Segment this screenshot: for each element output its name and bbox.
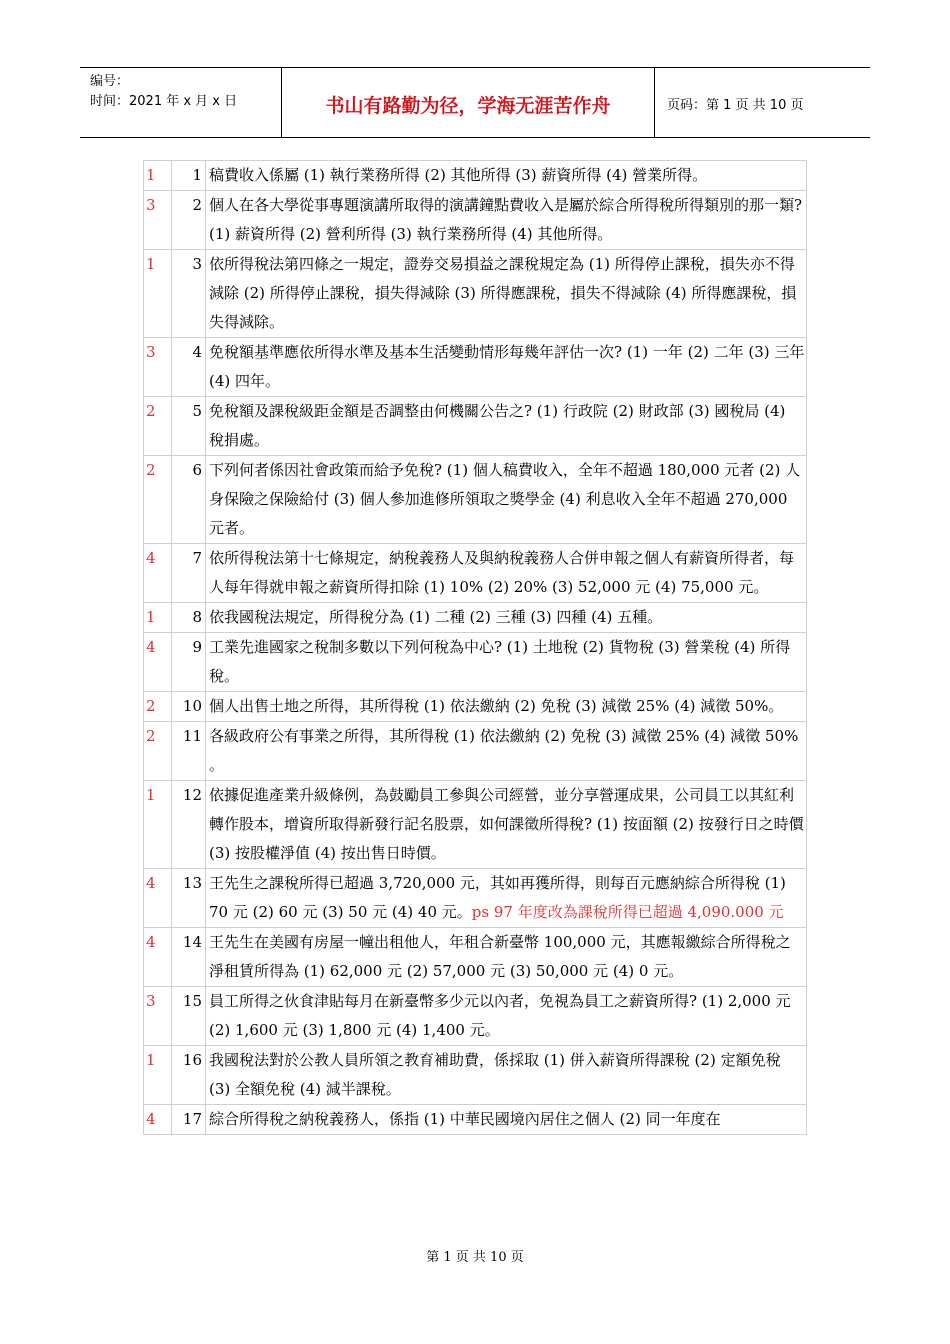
question-row bbox=[144, 869, 807, 928]
header-time: 时间：2021 年 x 月 x 日 bbox=[90, 94, 238, 109]
answer-key: 1 bbox=[144, 603, 172, 633]
question-text-cell bbox=[206, 692, 807, 722]
question-text-cell bbox=[206, 338, 807, 397]
question-text-cell bbox=[206, 633, 807, 692]
question-text-cell bbox=[206, 250, 807, 338]
question-text: 個人出售土地之所得，其所得稅 (1) 依法繳納 (2) 免稅 (3) 減徵 25% (4) 減徵 50%。 bbox=[209, 697, 784, 715]
question-table bbox=[143, 160, 807, 1135]
question-text-cell bbox=[206, 722, 807, 781]
question-row bbox=[144, 603, 807, 633]
question-text: 下列何者係因社會政策而給予免稅? (1) 個人稿費收入，全年不超過 180,000 元者 (2) 人身保險之保險給付 (3) 個人參加進修所領取之獎學金 (4) 利息收入全年不超過 270,000 元者。 bbox=[209, 461, 801, 537]
answer-key: 3 bbox=[144, 191, 172, 250]
question-text-cell bbox=[206, 1105, 807, 1135]
question-text-cell bbox=[206, 397, 807, 456]
question-row bbox=[144, 633, 807, 692]
question-row bbox=[144, 1046, 807, 1105]
question-text: 依據促進產業升級條例，為鼓勵員工參與公司經營，並分享營運成果，公司員工以其紅利轉作股本，增資所取得新發行記名股票，如何課徵所得稅? (1) 按面額 (2) 按發行日之時價 (3) 按股權淨值 (4) 按出售日時價。 bbox=[209, 786, 804, 862]
answer-key: 3 bbox=[144, 338, 172, 397]
question-number: 7 bbox=[172, 544, 206, 603]
question-row bbox=[144, 456, 807, 544]
question-number: 13 bbox=[172, 869, 206, 928]
question-text: 王先生之課稅所得已超過 3,720,000 元，其如再獲所得，則每百元應納綜合所得稅 (1) 70 元 (2) 60 元 (3) 50 元 (4) 40 元。 bbox=[209, 874, 786, 921]
answer-key: 1 bbox=[144, 781, 172, 869]
question-row bbox=[144, 250, 807, 338]
answer-key: 1 bbox=[144, 1046, 172, 1105]
question-number: 3 bbox=[172, 250, 206, 338]
question-text-cell bbox=[206, 1046, 807, 1105]
answer-key: 4 bbox=[144, 633, 172, 692]
question-text: 個人在各大學從事專題演講所取得的演講鐘點費收入是屬於綜合所得稅所得類別的那一類? (1) 薪資所得 (2) 營利所得 (3) 執行業務所得 (4) 其他所得。 bbox=[209, 196, 803, 243]
page-header bbox=[80, 67, 870, 138]
header-meta bbox=[80, 68, 282, 137]
question-text: 免稅額基準應依所得水準及基本生活變動情形每幾年評估一次? (1) 一年 (2) 二年 (3) 三年 (4) 四年。 bbox=[209, 343, 805, 390]
answer-key: 4 bbox=[144, 928, 172, 987]
question-text: 工業先進國家之稅制多數以下列何稅為中心? (1) 土地稅 (2) 貨物稅 (3) 營業稅 (4) 所得稅。 bbox=[209, 638, 791, 685]
question-number: 2 bbox=[172, 191, 206, 250]
question-number: 8 bbox=[172, 603, 206, 633]
question-text: 免稅額及課稅級距金額是否調整由何機關公告之? (1) 行政院 (2) 財政部 (3) 國稅局 (4) 稅捐處。 bbox=[209, 402, 786, 449]
answer-key: 4 bbox=[144, 544, 172, 603]
question-text-cell bbox=[206, 781, 807, 869]
question-number: 15 bbox=[172, 987, 206, 1046]
answer-key: 3 bbox=[144, 987, 172, 1046]
question-text-cell bbox=[206, 928, 807, 987]
question-text-cell bbox=[206, 456, 807, 544]
answer-key: 4 bbox=[144, 1105, 172, 1135]
question-number: 17 bbox=[172, 1105, 206, 1135]
question-text-cell bbox=[206, 544, 807, 603]
question-text-cell bbox=[206, 987, 807, 1046]
question-number: 9 bbox=[172, 633, 206, 692]
question-text-cell bbox=[206, 161, 807, 191]
question-text: 依我國稅法規定，所得稅分為 (1) 二種 (2) 三種 (3) 四種 (4) 五種。 bbox=[209, 608, 663, 626]
question-row bbox=[144, 544, 807, 603]
question-row bbox=[144, 191, 807, 250]
header-page-number: 页码：第 1 页 共 10 页 bbox=[667, 98, 804, 113]
question-text: 依所得稅法第十七條規定，納稅義務人及與納稅義務人合併申報之個人有薪資所得者，每人每年得就申報之薪資所得扣除 (1) 10% (2) 20% (3) 52,000 元 (4) 75,000 元。 bbox=[209, 549, 795, 596]
answer-key: 4 bbox=[144, 869, 172, 928]
question-number: 16 bbox=[172, 1046, 206, 1105]
question-text: 依所得稅法第四條之一規定，證券交易損益之課稅規定為 (1) 所得停止課稅，損失亦不得減除 (2) 所得停止課稅，損失得減除 (3) 所得應課稅，損失不得減除 (4) 所得應課稅，損失得減除。 bbox=[209, 255, 797, 331]
question-row bbox=[144, 161, 807, 191]
header-number: 编号： bbox=[90, 74, 130, 89]
answer-key: 1 bbox=[144, 161, 172, 191]
question-text: 王先生在美國有房屋一幢出租他人，年租合新臺幣 100,000 元，其應報繳綜合所得稅之淨租賃所得為 (1) 62,000 元 (2) 57,000 元 (3) 50,000 元 (4) 0 元。 bbox=[209, 933, 791, 980]
question-text-cell bbox=[206, 869, 807, 928]
question-row bbox=[144, 692, 807, 722]
question-note: ps 97 年度改為課稅所得已超過 4,090.000 元 bbox=[471, 903, 784, 921]
answer-key: 1 bbox=[144, 250, 172, 338]
header-motto: 书山有路勤为径，学海无涯苦作舟 bbox=[282, 68, 655, 137]
question-row bbox=[144, 338, 807, 397]
answer-key: 2 bbox=[144, 456, 172, 544]
question-row bbox=[144, 781, 807, 869]
answer-key: 2 bbox=[144, 397, 172, 456]
question-number: 5 bbox=[172, 397, 206, 456]
question-text: 稿費收入係屬 (1) 執行業務所得 (2) 其他所得 (3) 薪資所得 (4) 營業所得。 bbox=[209, 166, 708, 184]
question-number: 11 bbox=[172, 722, 206, 781]
question-text: 員工所得之伙食津貼每月在新臺幣多少元以內者，免視為員工之薪資所得? (1) 2,000 元 (2) 1,600 元 (3) 1,800 元 (4) 1,400 元。 bbox=[209, 992, 791, 1039]
question-number: 4 bbox=[172, 338, 206, 397]
answer-key: 2 bbox=[144, 692, 172, 722]
question-text: 我國稅法對於公教人員所領之教育補助費，係採取 (1) 併入薪資所得課稅 (2) 定額免稅 (3) 全額免稅 (4) 減半課稅。 bbox=[209, 1051, 781, 1098]
question-text: 綜合所得稅之納稅義務人，係指 (1) 中華民國境內居住之個人 (2) 同一年度在 bbox=[209, 1110, 721, 1128]
page-footer: 第 1 页 共 10 页 bbox=[426, 1250, 524, 1265]
question-number: 10 bbox=[172, 692, 206, 722]
question-row bbox=[144, 397, 807, 456]
question-row bbox=[144, 928, 807, 987]
question-text-cell bbox=[206, 603, 807, 633]
question-row bbox=[144, 987, 807, 1046]
question-row bbox=[144, 1105, 807, 1135]
question-text-cell bbox=[206, 191, 807, 250]
question-number: 14 bbox=[172, 928, 206, 987]
question-number: 6 bbox=[172, 456, 206, 544]
question-number: 1 bbox=[172, 161, 206, 191]
answer-key: 2 bbox=[144, 722, 172, 781]
question-text: 各級政府公有事業之所得，其所得稅 (1) 依法繳納 (2) 免稅 (3) 減徵 25% (4) 減徵 50% 。 bbox=[209, 727, 799, 774]
question-number: 12 bbox=[172, 781, 206, 869]
question-row bbox=[144, 722, 807, 781]
